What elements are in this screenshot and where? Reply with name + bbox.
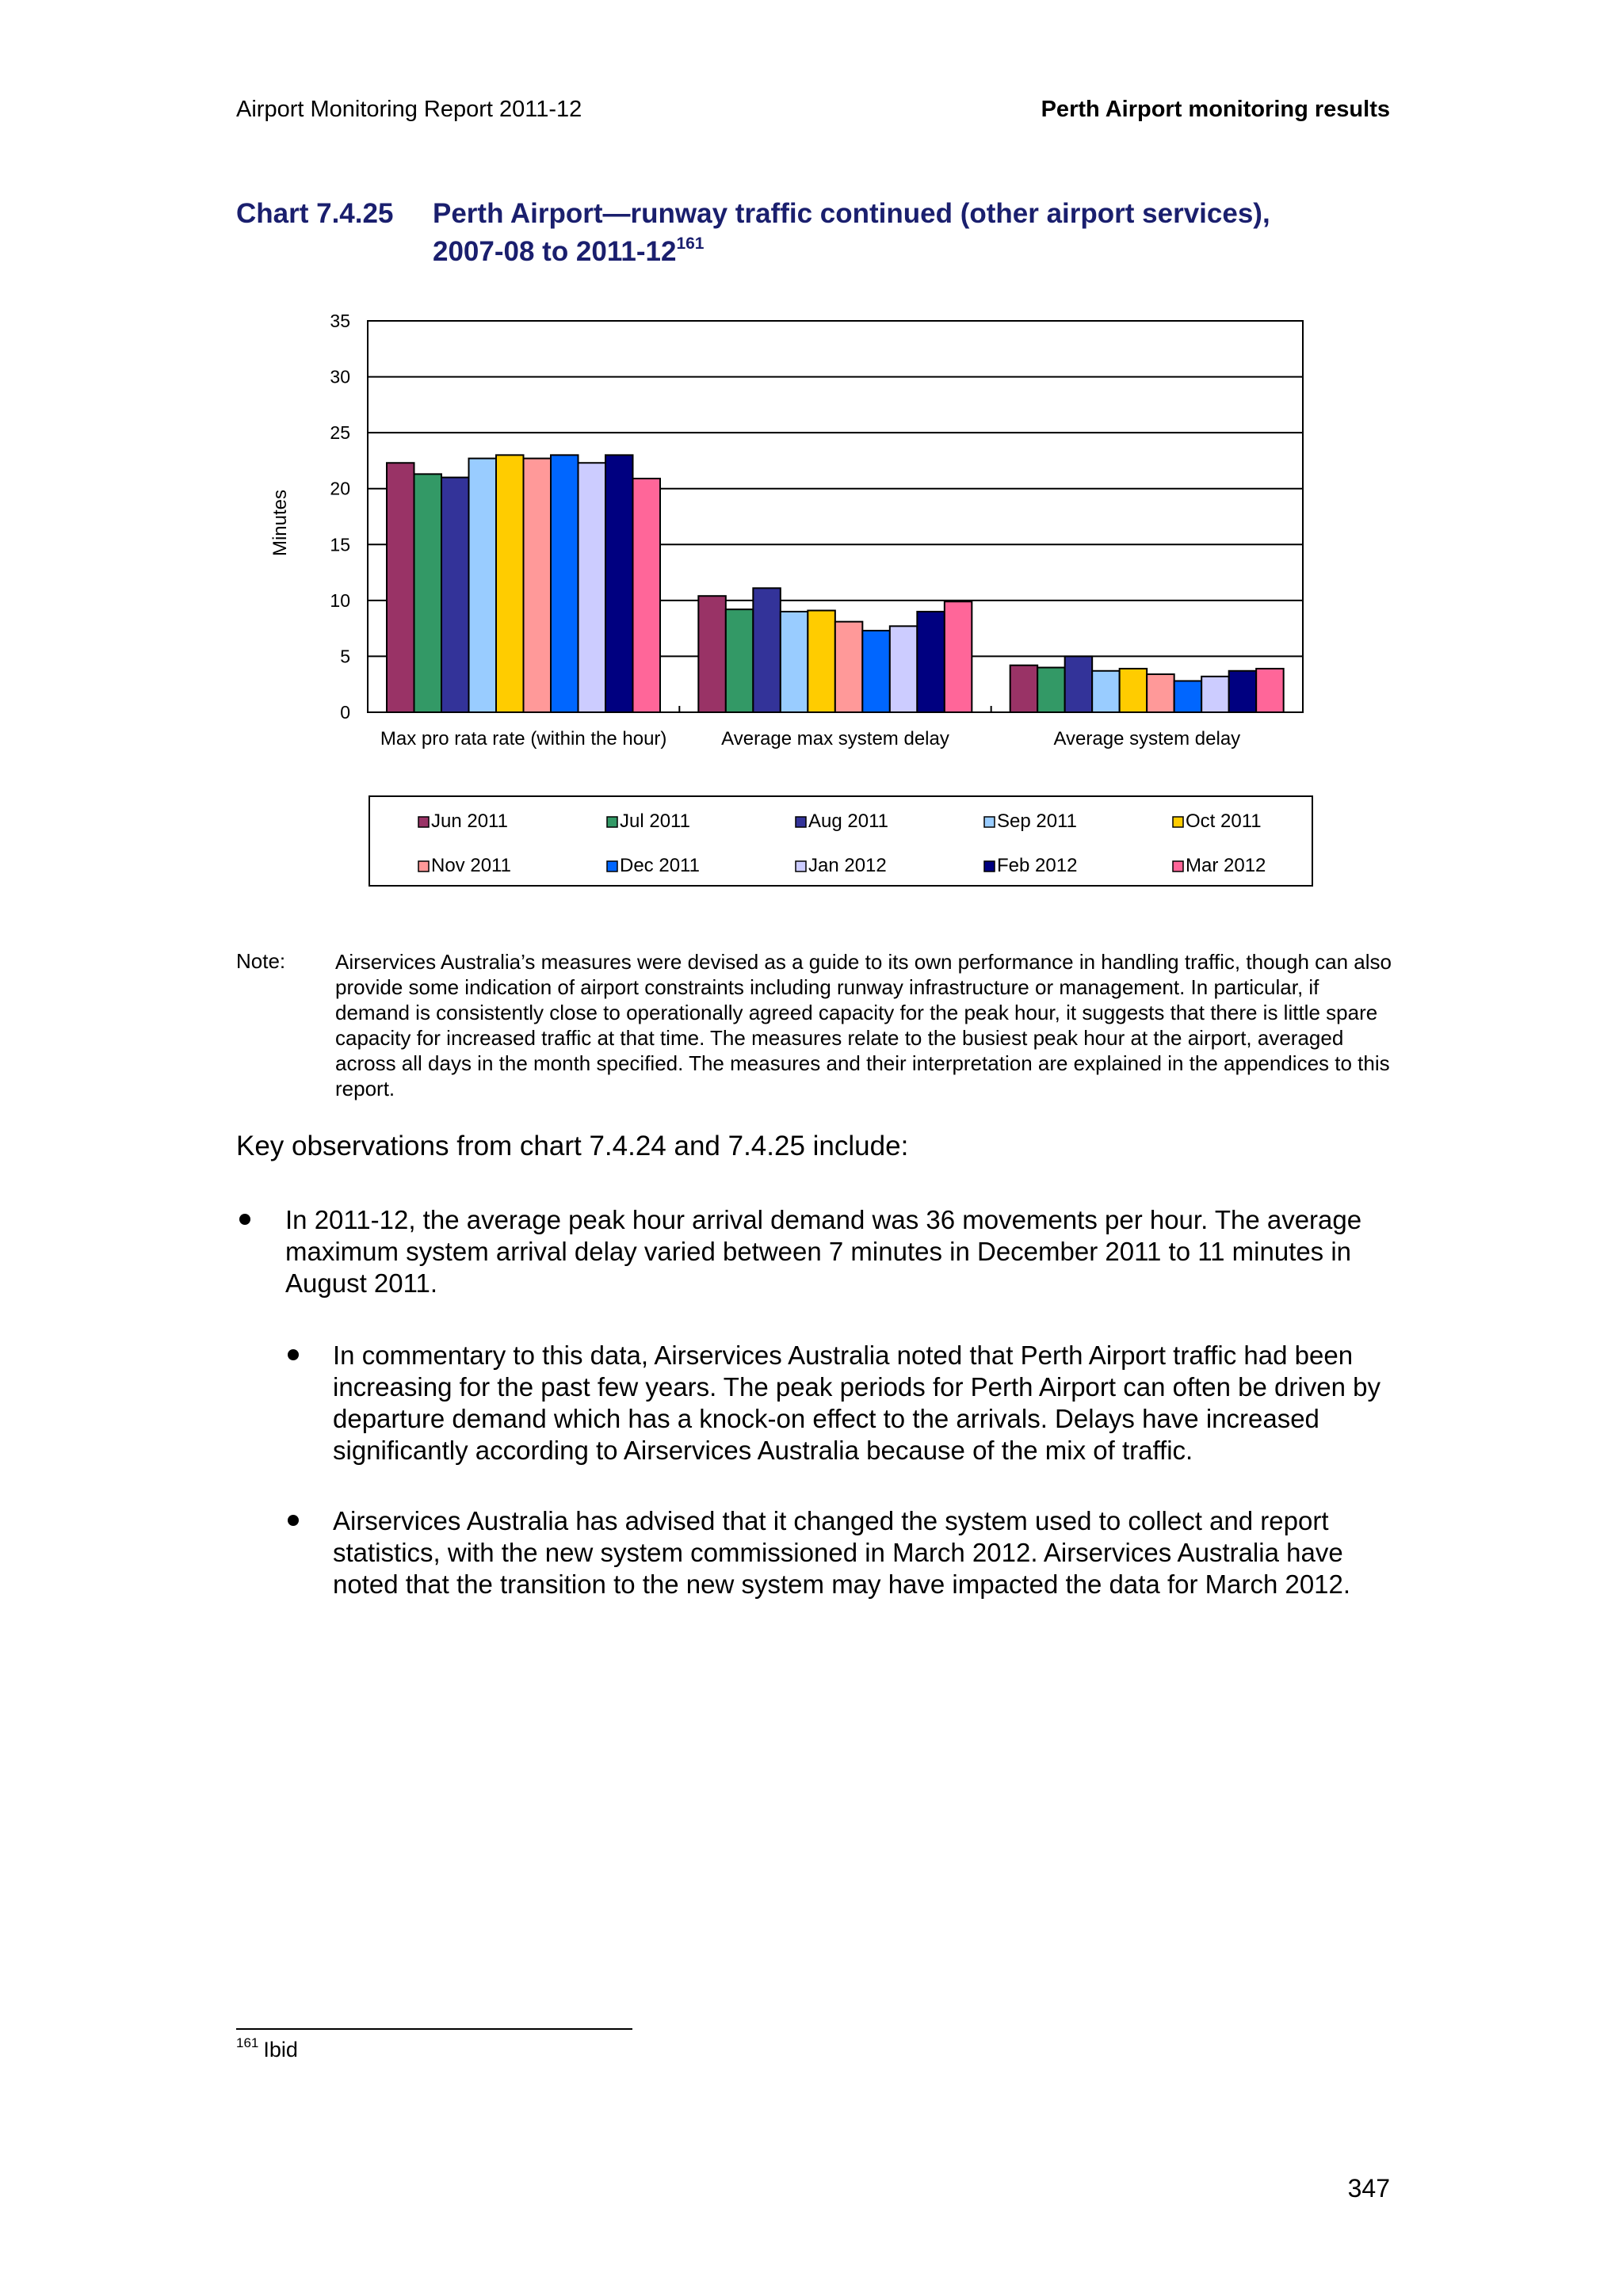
bar [1201, 677, 1229, 712]
bar [633, 479, 661, 712]
legend-swatch [1173, 817, 1183, 827]
legend-label: Mar 2012 [1186, 855, 1266, 876]
bars [387, 455, 1284, 712]
bar [1229, 671, 1257, 712]
legend-swatch [418, 817, 429, 827]
bar [1174, 681, 1202, 712]
x-tick-labels [380, 728, 1240, 749]
y-tick-label: 20 [330, 478, 350, 499]
bar [1147, 674, 1174, 712]
chart-title-footnote-ref: 161 [676, 235, 705, 253]
footnote [236, 2035, 298, 2062]
bar [917, 612, 945, 712]
legend-label: Feb 2012 [997, 855, 1078, 876]
legend-swatch [984, 817, 995, 827]
y-tick-label: 30 [330, 366, 350, 387]
legend-swatch [1173, 861, 1183, 871]
x-tick-label: Average system delay [1053, 728, 1241, 749]
note-text: Airservices Australia’s measures were devised as a guide to its own performance in handling traffic, though can also provide some indication of airport constraints including runway infrastructure or management. In particular, if demand is consistently close to operationally agreed capacity for the peak hour, it suggests that there is little spare capacity for increased traffic at that time. The measures relate to the busiest peak hour at the airport, averaged across all days in the month specified. The measures and their interpretation are explained in the appendices to this report. [335, 950, 1392, 1100]
page-number: 347 [1347, 2174, 1390, 2203]
bar [1092, 671, 1120, 712]
section-header-title: Perth Airport monitoring results [1041, 97, 1390, 122]
y-axis-label: Minutes [269, 489, 291, 557]
note-label: Note: [236, 949, 286, 973]
bar [698, 596, 726, 712]
bar [524, 459, 552, 712]
footnote-text: Ibid [263, 2038, 298, 2061]
bar [726, 609, 754, 712]
bar [781, 612, 808, 712]
legend-label: Nov 2011 [431, 855, 511, 876]
y-tick-label: 0 [340, 702, 350, 723]
bar [890, 626, 918, 712]
bar [579, 463, 606, 712]
report-header-title: Airport Monitoring Report 2011-12 [236, 97, 582, 122]
y-tick-label: 5 [340, 646, 350, 667]
legend-swatch [607, 817, 617, 827]
bar [1256, 669, 1284, 712]
bar-chart [0, 0, 1623, 903]
legend-label: Oct 2011 [1186, 810, 1262, 832]
bar [1010, 666, 1038, 712]
legend-label: Dec 2011 [620, 855, 700, 876]
y-tick-label: 35 [330, 311, 350, 331]
bar [387, 463, 414, 712]
sub-bullet-icon [288, 1349, 299, 1360]
legend-swatch [796, 861, 806, 871]
bar [441, 478, 469, 712]
chart-title-line1: Perth Airport—runway traffic continued (other airport services), [433, 198, 1270, 229]
x-tick-label: Average max system delay [721, 728, 949, 749]
legend-label: Jul 2011 [620, 810, 690, 832]
bar [496, 455, 524, 712]
bar [753, 588, 781, 712]
legend-label: Sep 2011 [997, 810, 1077, 832]
legend-swatch [796, 817, 806, 827]
y-tick-labels [330, 311, 350, 723]
sub-bullet-paragraph-2: Airservices Australia has advised that it changed the system used to collect and report statistics, with the new system commissioned in March 2012. Airservices Australia have noted that the transition to the new system may have impacted the data for March 2012. [333, 1506, 1351, 1599]
chart-number: Chart 7.4.25 [236, 198, 394, 229]
y-tick-label: 25 [330, 422, 350, 444]
bar [1120, 669, 1148, 712]
key-observations-intro: Key observations from chart 7.4.24 and 7.4.25 include: [236, 1131, 909, 1161]
legend-label: Aug 2011 [808, 810, 888, 832]
y-tick-label: 15 [330, 534, 350, 555]
bar [945, 601, 972, 712]
legend [369, 796, 1312, 886]
footnote-separator [236, 2028, 632, 2030]
y-tick-label: 10 [330, 589, 350, 611]
bar [605, 455, 633, 712]
legend-label: Jun 2011 [431, 810, 508, 832]
bar [808, 611, 834, 712]
x-tick-label: Max pro rata rate (within the hour) [380, 728, 667, 749]
chart-title-line2-text: 2007-08 to 2011-12 [433, 236, 677, 267]
sub-bullet-icon [288, 1515, 299, 1526]
bar [469, 459, 497, 712]
bullet-paragraph-1: In 2011-12, the average peak hour arrival demand was 36 movements per hour. The average maximum system arrival delay varied between 7 minutes in December 2011 to 11 minutes in August 2011. [285, 1205, 1362, 1298]
sub-bullet-paragraph-1: In commentary to this data, Airservices Australia noted that Perth Airport traffic had been increasing for the past few years. The peak periods for Perth Airport can often be driven by departure demand which has a knock-on effect to the arrivals. Delays have increased significantly according to Airservices Australia because of the mix of traffic. [333, 1341, 1381, 1465]
bar [1037, 668, 1065, 712]
bar [835, 622, 863, 712]
bar [862, 631, 890, 712]
legend-swatch [418, 861, 429, 871]
bar [414, 474, 442, 712]
legend-swatch [984, 861, 995, 871]
legend-swatch [607, 861, 617, 871]
legend-label: Jan 2012 [808, 855, 887, 876]
bar [1065, 656, 1093, 712]
footnote-number: 161 [236, 2035, 259, 2050]
bar [551, 455, 579, 712]
bullet-icon [239, 1214, 250, 1225]
